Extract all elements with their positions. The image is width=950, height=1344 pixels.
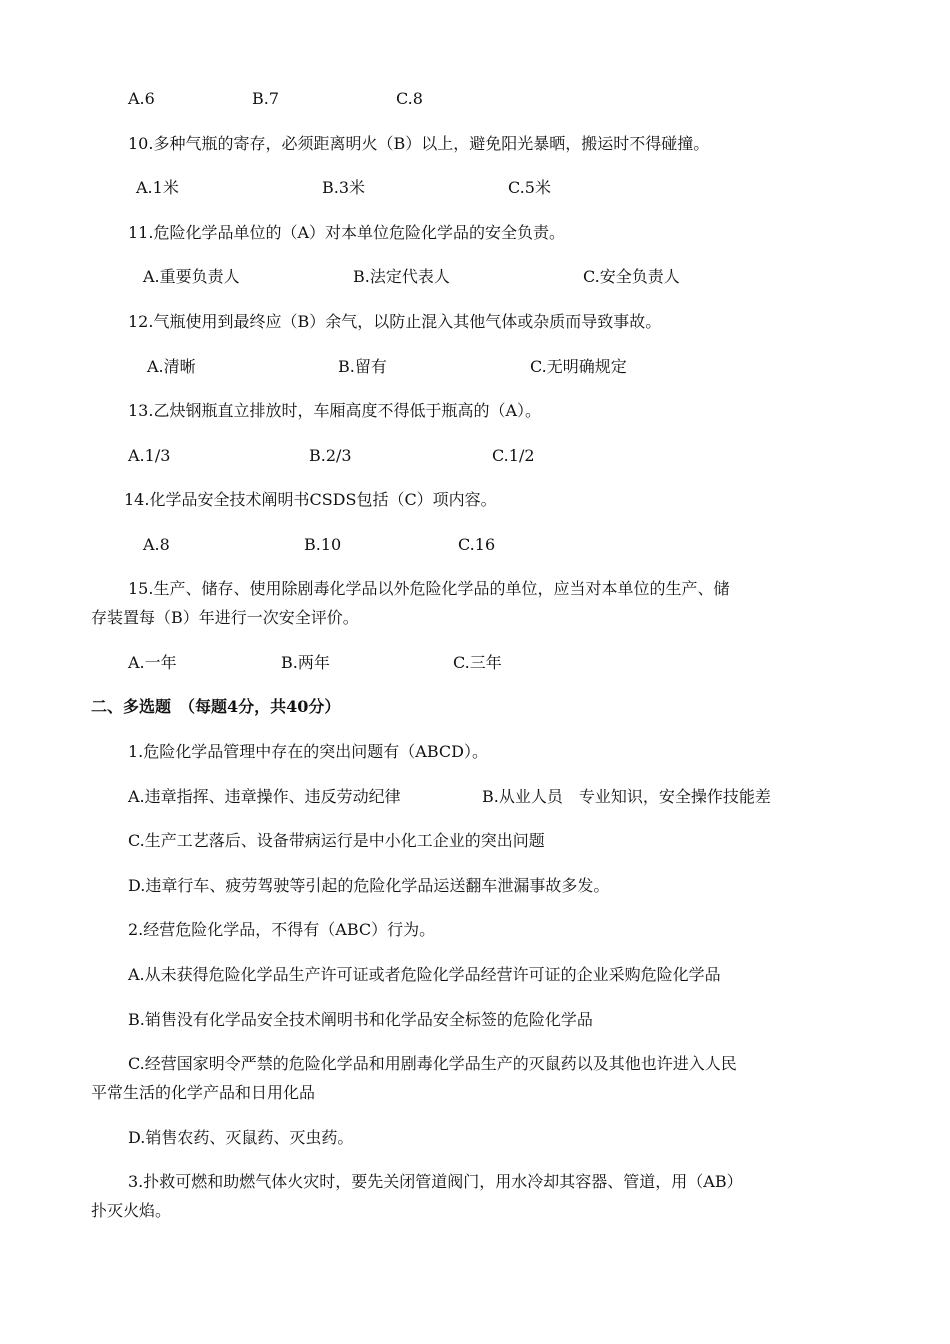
q12-option-a: A.清晰 <box>147 357 196 376</box>
q14-option-a: A.8 <box>143 535 170 554</box>
question-15-line-2: 存装置每（B）年进行一次安全评价。 <box>91 608 359 627</box>
q13-option-c: C.1/2 <box>492 446 535 465</box>
multi-question-1: 1.危险化学品管理中存在的突出问题有（ABCD）。 <box>128 742 488 761</box>
m2-option-d: D.销售农药、灭鼠药、灭虫药。 <box>128 1128 354 1147</box>
q14-option-c: C.16 <box>458 535 496 554</box>
q9-option-c: C.8 <box>396 89 423 108</box>
section-heading-multiple-choice: 二、多选题 （每题4分，共40分） <box>91 697 341 716</box>
q15-option-a: A.一年 <box>128 653 177 672</box>
m2-option-c-line-1: C.经营国家明令严禁的危险化学品和用剧毒化学品生产的灭鼠药以及其他也许进入人民 <box>128 1054 737 1073</box>
question-15-line-1: 15.生产、储存、使用除剧毒化学品以外危险化学品的单位，应当对本单位的生产、储 <box>128 579 730 598</box>
m2-option-a: A.从未获得危险化学品生产许可证或者危险化学品经营许可证的企业采购危险化学品 <box>128 965 721 984</box>
q10-option-b: B.3米 <box>322 178 366 197</box>
q12-option-c: C.无明确规定 <box>530 357 627 376</box>
question-12: 12.气瓶使用到最终应（B）余气，以防止混入其他气体或杂质而导致事故。 <box>128 312 662 331</box>
q11-option-b: B.法定代表人 <box>353 267 450 286</box>
q15-option-b: B.两年 <box>281 653 330 672</box>
question-11: 11.危险化学品单位的（A）对本单位危险化学品的安全负责。 <box>128 223 566 242</box>
m2-option-b: B.销售没有化学品安全技术阐明书和化学品安全标签的危险化学品 <box>128 1010 593 1029</box>
question-13: 13.乙炔钢瓶直立排放时，车厢高度不得低于瓶高的（A）。 <box>128 401 542 420</box>
m2-option-c-line-2: 平常生活的化学产品和日用化品 <box>91 1083 316 1102</box>
question-10: 10.多种气瓶的寄存，必须距离明火（B）以上，避免阳光暴晒，搬运时不得碰撞。 <box>128 134 710 153</box>
question-14: 14.化学品安全技术阐明书CSDS包括（C）项内容。 <box>124 490 497 509</box>
m1-option-b: B.从业人员 专业知识，安全操作技能差 <box>482 787 771 806</box>
q15-option-c: C.三年 <box>453 653 502 672</box>
q9-option-a: A.6 <box>128 89 155 108</box>
q10-option-c: C.5米 <box>508 178 551 197</box>
multi-question-3-line-2: 扑灭火焰。 <box>91 1201 172 1220</box>
q12-option-b: B.留有 <box>338 357 387 376</box>
q11-option-a: A.重要负责人 <box>143 267 240 286</box>
m1-option-c: C.生产工艺落后、设备带病运行是中小化工企业的突出问题 <box>128 831 545 850</box>
q11-option-c: C.安全负责人 <box>583 267 680 286</box>
q14-option-b: B.10 <box>304 535 342 554</box>
q13-option-a: A.1/3 <box>128 446 171 465</box>
q10-option-a: A.1米 <box>136 178 179 197</box>
multi-question-2: 2.经营危险化学品，不得有（ABC）行为。 <box>128 920 436 939</box>
q9-option-b: B.7 <box>252 89 280 108</box>
m1-option-d: D.违章行车、疲劳驾驶等引起的危险化学品运送翻车泄漏事故多发。 <box>128 876 610 895</box>
m1-option-a: A.违章指挥、违章操作、违反劳动纪律 <box>128 787 401 806</box>
q13-option-b: B.2/3 <box>309 446 352 465</box>
multi-question-3-line-1: 3.扑救可燃和助燃气体火灾时，要先关闭管道阀门，用水冷却其容器、管道，用（AB） <box>128 1172 743 1191</box>
